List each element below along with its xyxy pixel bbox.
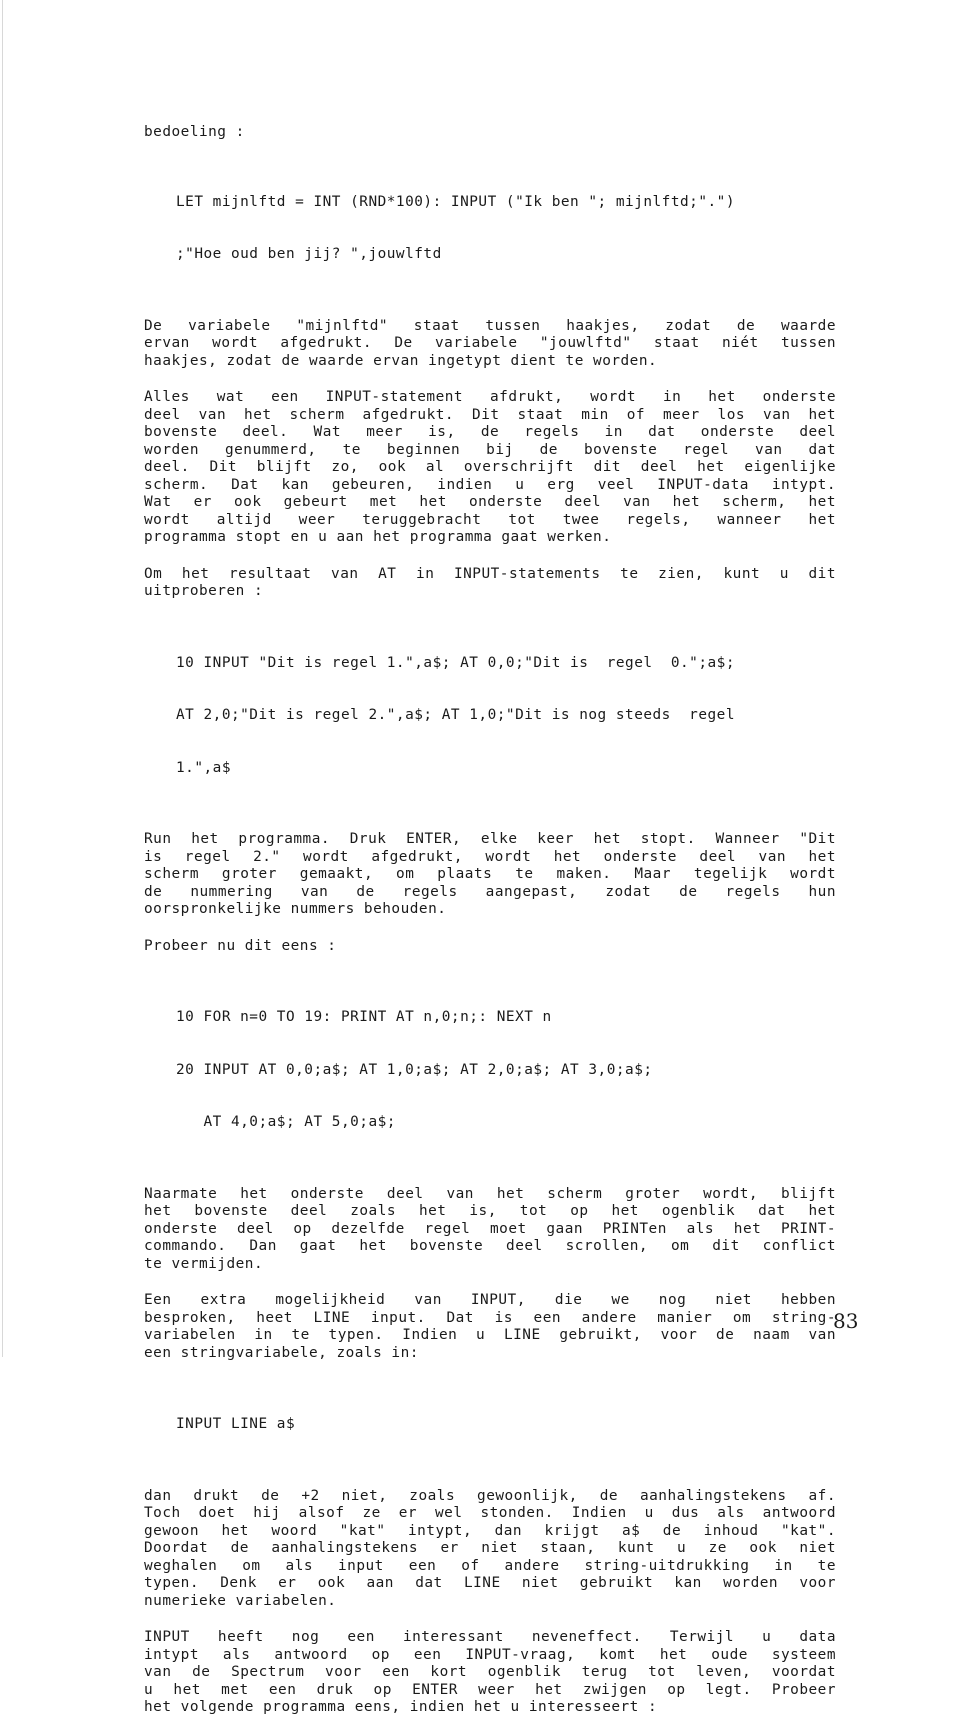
text-line: Een extra mogelijkheid van INPUT, die we nog niet hebben [144,1292,836,1308]
paragraph-run-program [144,831,836,919]
text-line: Doordat de aanhalingstekens er niet staan, kunt u ze ook niet [144,1540,836,1556]
text-line: variabelen in te typen. Indien u LINE gebruikt, voor de naam van [144,1327,836,1343]
page-edge [2,0,3,1357]
paragraph-quotes [144,1488,836,1611]
text-line: haakjes, zodat de waarde ervan ingetypt dient te worden. [144,352,658,369]
text-line: u het met een druk op ENTER weer het zwijgen op legt. Probeer [144,1681,836,1698]
text-line: een stringvariabele, zoals in: [144,1344,419,1361]
text-line: van de Spectrum voor een kort ogenblik terug tot leven, voordat [144,1664,836,1680]
text-line: INPUT heeft nog een interessant neveneffect. Terwijl u data [144,1629,836,1645]
code-line: 20 INPUT AT 0,0;a$; AT 1,0;a$; AT 2,0;a$; AT 3,0;a$; [176,1061,653,1078]
text-line: uitproberen : [144,583,264,599]
text-line: te vermijden. [144,1255,264,1272]
code-line: AT 2,0;"Dit is regel 2.",a$; AT 1,0;"Dit is nog steeds regel [176,707,735,723]
text-line: weghalen om als input een of andere string-uitdrukking in te [144,1557,836,1574]
text-line: numerieke variabelen. [144,1592,337,1609]
text-line: Probeer nu dit eens : [144,937,337,954]
code-block-input-line [176,1381,836,1469]
text-line: programma stopt en u aan het programma gaat werken. [144,529,612,545]
text-line: worden genummerd, te beginnen bij de bovenste regel van dat [144,441,836,458]
text-line: Run het programma. Druk ENTER, elke keer het stopt. Wanneer "Dit [144,831,836,847]
text-line: het bovenste deel zoals het is, tot op het ogenblik dat het [144,1203,836,1219]
text-line: scherm. Dat kan gebeuren, indien u erg veel INPUT-data intypt. [144,476,836,493]
text-line: het volgende programma eens, indien het u interesseert : [144,1699,658,1715]
paragraph-at-result [144,566,836,601]
text-line: bovenste deel. Wat meer is, de regels in dat onderste deel [144,424,836,440]
text-line: wordt altijd weer teruggebracht tot twee regels, wanneer het [144,511,836,528]
paragraph-scrolling [144,1186,836,1274]
page-body [144,124,836,1717]
code-block-input-at [176,620,836,813]
text-line: de nummering van de regels aangepast, zodat de regels hun [144,883,836,900]
paragraph-try-this [144,938,836,956]
code-line: 1.",a$ [176,759,231,776]
page-number: 83 [833,1309,859,1333]
text-line: Toch doet hij alsof ze er wel stonden. Indien u dus als antwoord [144,1505,836,1521]
intro-line: bedoeling : [144,124,245,140]
text-line: Wat er ook gebeurt met het onderste deel van het scherm, het [144,494,836,510]
code-block-for-loop [176,974,836,1167]
text-line: besproken, heet LINE input. Dat is een andere manier om string- [144,1309,836,1326]
text-line: deel van het scherm afgedrukt. Dit staat min of meer los van het [144,406,836,423]
code-line: INPUT LINE a$ [176,1416,296,1432]
text-line: Naarmate het onderste deel van het scherm groter wordt, blijft [144,1185,836,1202]
text-line: Alles wat een INPUT-statement afdrukt, wordt in het onderste [144,389,836,405]
code-line: LET mijnlftd = INT (RND*100): INPUT ("Ik ben "; mijnlftd;".") [176,193,735,210]
text-line: typen. Denk er ook aan dat LINE niet gebruikt kan worden voor [144,1575,836,1591]
text-line: dan drukt de +2 niet, zoals gewoonlijk, de aanhalingstekens af. [144,1487,836,1504]
paragraph-side-effect [144,1629,836,1717]
code-line: 10 INPUT "Dit is regel 1.",a$; AT 0,0;"Dit is regel 0.";a$; [176,654,735,671]
paragraph-variables [144,318,836,371]
text-line: De variabele "mijnlftd" staat tussen haakjes, zodat de waarde [144,317,836,334]
code-line: AT 4,0;a$; AT 5,0;a$; [176,1114,396,1130]
paragraph-line-input [144,1292,836,1362]
paragraph-input-statement [144,389,836,547]
text-line: onderste deel op dezelfde regel moet gaan PRINTen als het PRINT- [144,1220,836,1237]
text-line: oorspronkelijke nummers behouden. [144,901,447,917]
code-line: ;"Hoe oud ben jij? ",jouwlftd [176,246,442,262]
text-line: deel. Dit blijft zo, ook al overschrijft dit deel het eigenlijke [144,459,836,475]
code-block-let [176,159,836,299]
text-line: is regel 2." wordt afgedrukt, wordt het onderste deel van het [144,848,836,865]
text-line: ervan wordt afgedrukt. De variabele "jouwlftd" staat niét tussen [144,335,836,351]
text-line: scherm groter gemaakt, om plaats te maken. Maar tegelijk wordt [144,866,836,882]
text-line: gewoon het woord "kat" intypt, dan krijgt a$ de inhoud "kat". [144,1522,836,1539]
text-line: Om het resultaat van AT in INPUT-statements te zien, kunt u dit [144,565,836,582]
code-line: 10 FOR n=0 TO 19: PRINT AT n,0;n;: NEXT n [176,1009,552,1025]
text-line: commando. Dan gaat het bovenste deel scrollen, om dit conflict [144,1238,836,1254]
text-line: intypt als antwoord op een INPUT-vraag, komt het oude systeem [144,1646,836,1663]
